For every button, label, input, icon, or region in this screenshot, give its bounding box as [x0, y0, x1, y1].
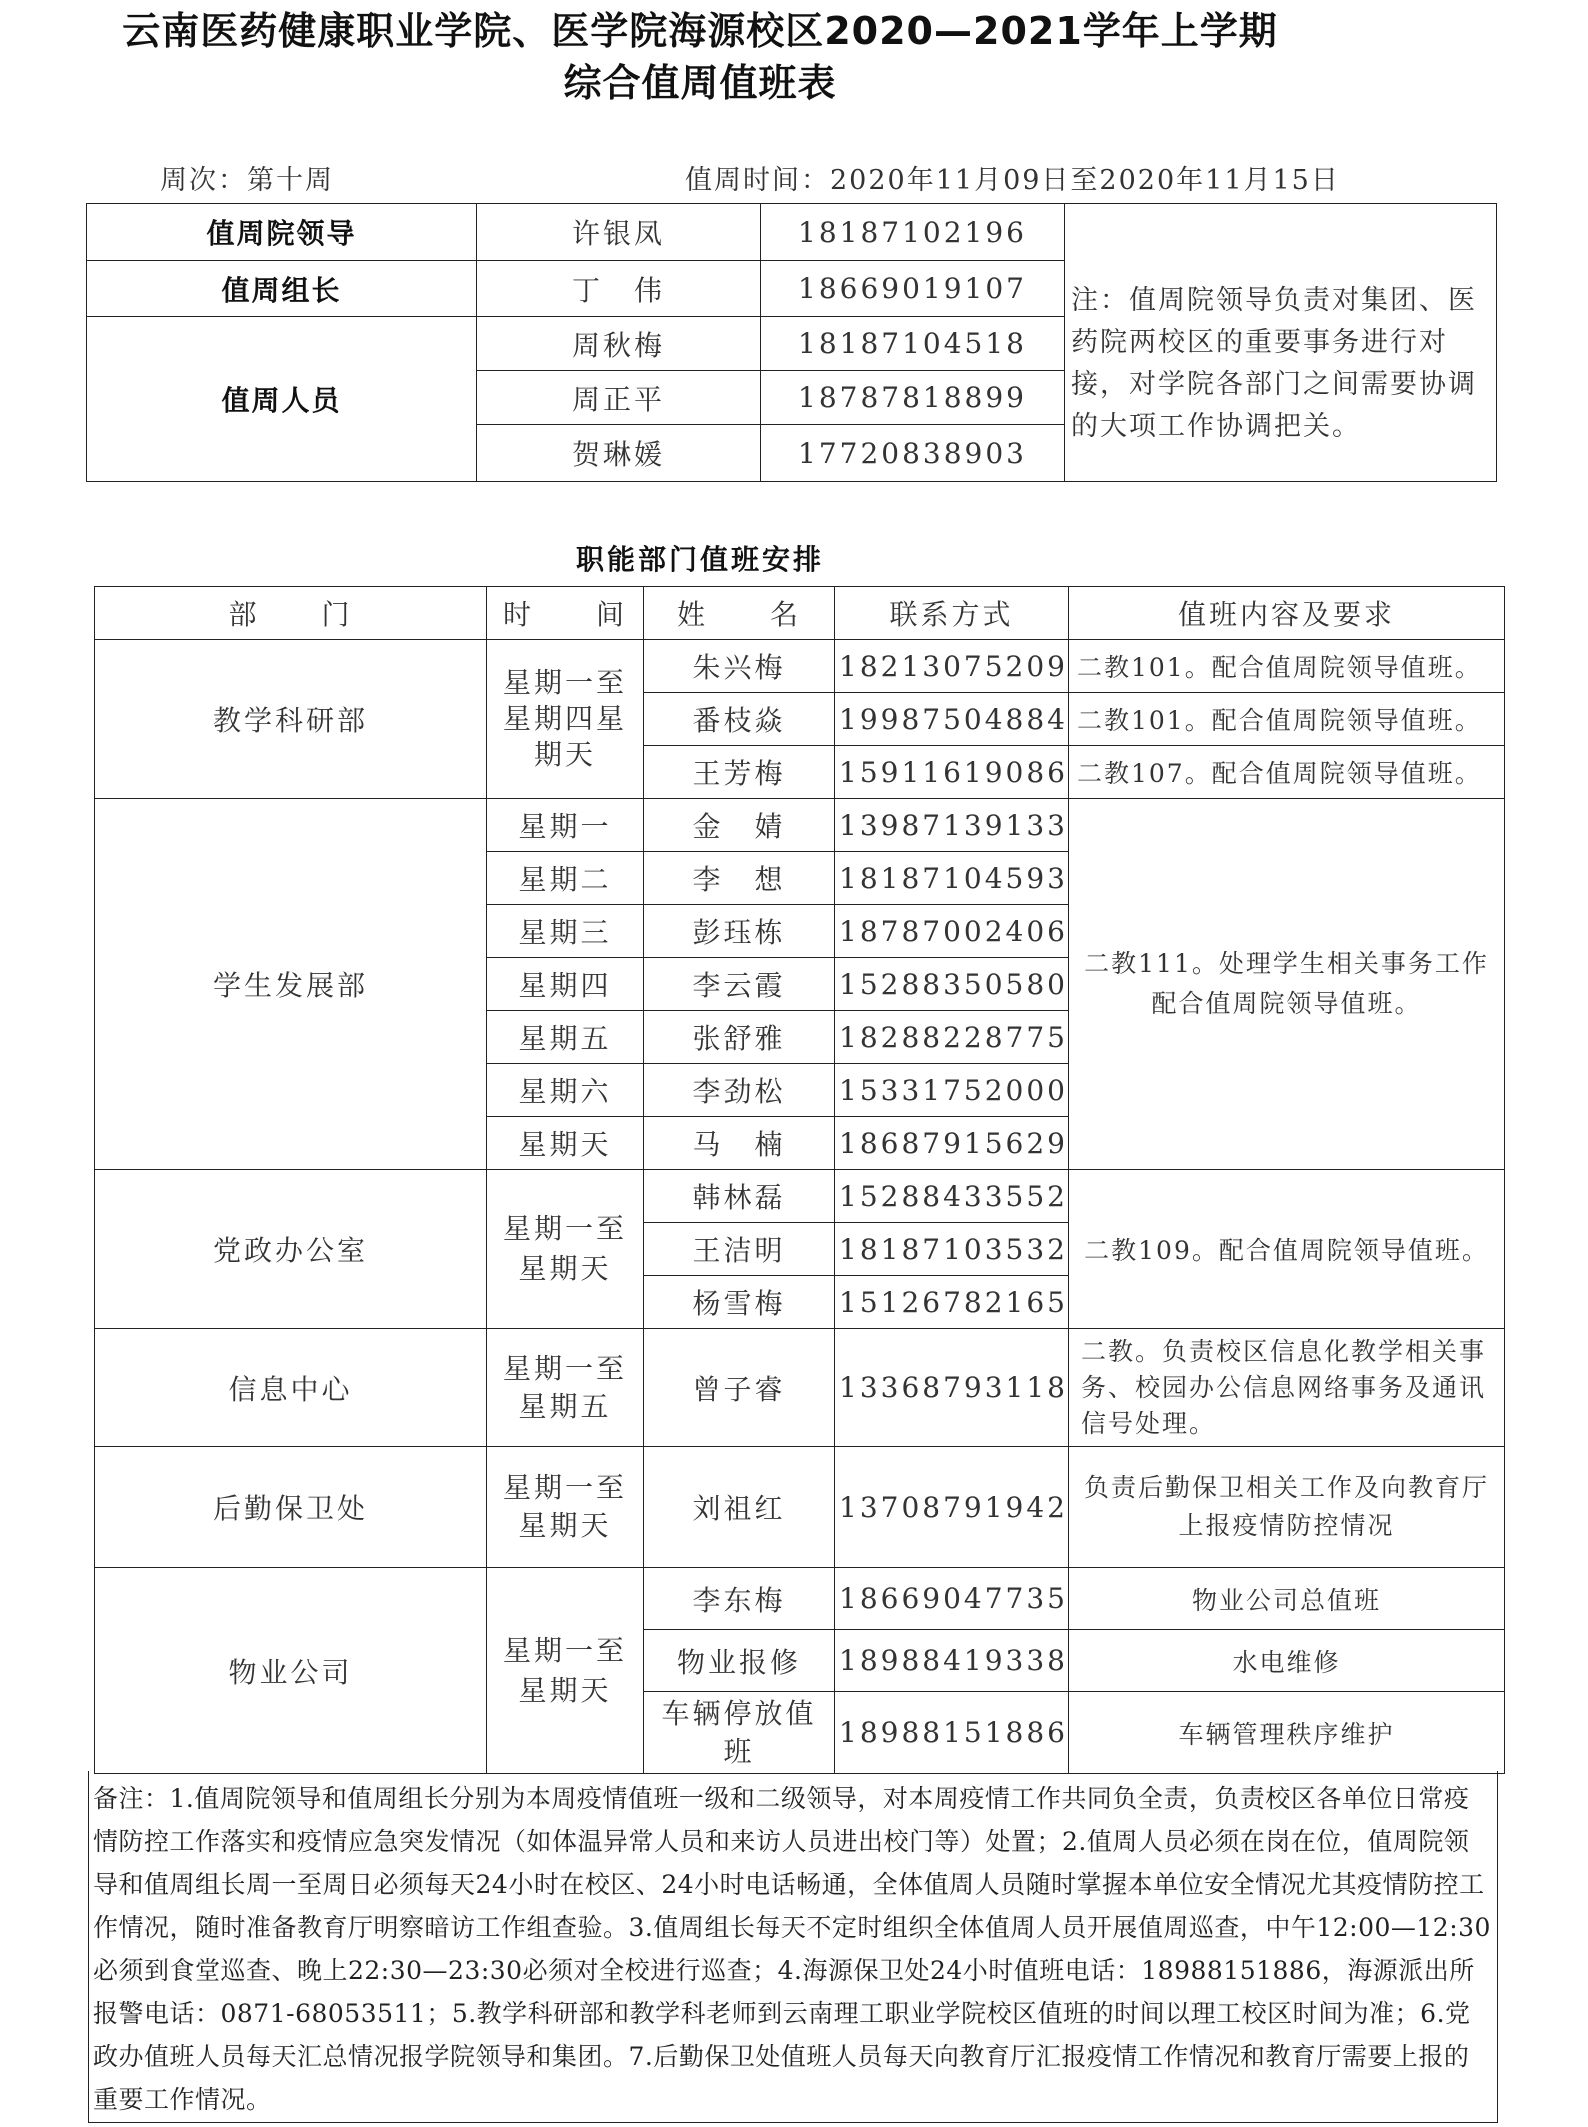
dept-teaching: 教学科研部 — [95, 640, 487, 799]
person-phone: 13708791942 — [835, 1447, 1069, 1568]
week-label: 周次：第十周 — [160, 165, 334, 196]
time-cell: 星期一至星期天 — [487, 1170, 644, 1329]
duty-requirement: 二教。负责校区信息化教学相关事务、校园办公信息网络事务及通讯信号处理。 — [1069, 1329, 1505, 1447]
duty-requirement: 二教109。配合值周院领导值班。 — [1069, 1170, 1505, 1329]
group-leader-label: 值周组长 — [87, 261, 477, 317]
dept-logistics-security: 后勤保卫处 — [95, 1447, 487, 1568]
time-cell: 星期六 — [487, 1064, 644, 1117]
person-phone: 15331752000 — [835, 1064, 1069, 1117]
person-phone: 18787002406 — [835, 905, 1069, 958]
person-phone: 15288350580 — [835, 958, 1069, 1011]
person-phone: 18187104593 — [835, 852, 1069, 905]
time-cell: 星期三 — [487, 905, 644, 958]
staff-phone: 17720838903 — [761, 425, 1065, 482]
person-name: 刘祖红 — [644, 1447, 835, 1568]
header-contact: 联系方式 — [835, 587, 1069, 640]
person-name: 张舒雅 — [644, 1011, 835, 1064]
person-name: 王洁明 — [644, 1223, 835, 1276]
person-phone: 18988419338 — [835, 1630, 1069, 1692]
time-cell: 星期一至星期天 — [487, 1568, 644, 1774]
person-phone: 18669047735 — [835, 1568, 1069, 1630]
time-cell: 星期一至星期四星期天 — [487, 640, 644, 799]
person-name: 韩林磊 — [644, 1170, 835, 1223]
leader-label: 值周院领导 — [87, 204, 477, 261]
person-name: 金 婧 — [644, 799, 835, 852]
person-phone: 19987504884 — [835, 693, 1069, 746]
person-name: 王芳梅 — [644, 746, 835, 799]
staff-phone: 18187104518 — [761, 317, 1065, 371]
staff-name: 贺琳媛 — [477, 425, 761, 482]
person-phone: 18687915629 — [835, 1117, 1069, 1170]
time-cell: 星期一至星期五 — [487, 1329, 644, 1447]
time-cell: 星期四 — [487, 958, 644, 1011]
remarks-box: 备注：1.值周院领导和值周组长分别为本周疫情值班一级和二级领导，对本周疫情工作共同负全责，负责校区各单位日常疫情防控工作落实和疫情应急突发情况（如体温异常人员和来访人员进出校门等）处置；2.值周人员必须在岗在位，值周院领导和值周组长周一至周日必须每天24小时在校区、24小时电话畅通，全体值周人员随时掌握本单位安全情况尤其疫情防控工作情况，随时准备教育厅明察暗访工作组查验。3.值周组长每天不定时组织全体值周人员开展值周巡查，中午12:00—12:30必须到食堂巡查、晚上22:30—23:30必须对全校进行巡查；4.海源保卫处24小时值班电话：18988151886，海源派出所报警电话：0871-68053511；5.教学科研部和教学科老师到云南理工职业学院校区值班的时间以理工校区时间为准；6.党政办值班人员每天汇总情况报学院领导和集团。7.后勤保卫处值班人员每天向教育厅汇报疫情工作情况和教育厅需要上报的重要工作情况。 — [88, 1771, 1498, 2123]
person-phone: 15288433552 — [835, 1170, 1069, 1223]
staff-phone: 18787818899 — [761, 371, 1065, 425]
time-cell: 星期二 — [487, 852, 644, 905]
duty-requirement: 二教107。配合值周院领导值班。 — [1069, 746, 1505, 799]
section-subtitle: 职能部门值班安排 — [575, 543, 824, 576]
person-name: 李劲松 — [644, 1064, 835, 1117]
person-name: 彭珏栋 — [644, 905, 835, 958]
duty-requirement: 二教101。配合值周院领导值班。 — [1069, 693, 1505, 746]
time-cell: 星期五 — [487, 1011, 644, 1064]
dept-property-company: 物业公司 — [95, 1568, 487, 1774]
person-name: 杨雪梅 — [644, 1276, 835, 1329]
staff-label: 值周人员 — [87, 317, 477, 482]
header-requirements: 值班内容及要求 — [1069, 587, 1505, 640]
person-phone: 15911619086 — [835, 746, 1069, 799]
person-name: 马 楠 — [644, 1117, 835, 1170]
person-phone: 15126782165 — [835, 1276, 1069, 1329]
department-duty-table — [94, 586, 1505, 1774]
person-name: 李东梅 — [644, 1568, 835, 1630]
leader-name: 许银凤 — [477, 204, 761, 261]
duty-note: 注：值周院领导负责对集团、医药院两校区的重要事务进行对接，对学院各部门之间需要协调的大项工作协调把关。 — [1065, 204, 1497, 482]
duty-requirement: 二教101。配合值周院领导值班。 — [1069, 640, 1505, 693]
leader-phone: 18187102196 — [761, 204, 1065, 261]
doc-title-line2: 综合值周值班表 — [563, 61, 837, 105]
header-time: 时 间 — [487, 587, 644, 640]
person-name: 曾子睿 — [644, 1329, 835, 1447]
group-leader-phone: 18669019107 — [761, 261, 1065, 317]
header-dept: 部 门 — [95, 587, 487, 640]
person-phone: 13368793118 — [835, 1329, 1069, 1447]
person-phone: 18288228775 — [835, 1011, 1069, 1064]
dept-party-office: 党政办公室 — [95, 1170, 487, 1329]
person-name: 李 想 — [644, 852, 835, 905]
staff-name: 周秋梅 — [477, 317, 761, 371]
duty-requirement: 车辆管理秩序维护 — [1069, 1692, 1505, 1774]
person-phone: 13987139133 — [835, 799, 1069, 852]
group-leader-name: 丁 伟 — [477, 261, 761, 317]
time-cell: 星期一 — [487, 799, 644, 852]
duty-requirement: 水电维修 — [1069, 1630, 1505, 1692]
period-label: 值周时间：2020年11月09日至2020年11月15日 — [685, 165, 1340, 196]
person-phone: 18187103532 — [835, 1223, 1069, 1276]
dept-info-center: 信息中心 — [95, 1329, 487, 1447]
time-cell: 星期一至星期天 — [487, 1447, 644, 1568]
person-name: 番枝焱 — [644, 693, 835, 746]
doc-title-line1: 云南医药健康职业学院、医学院海源校区2020—2021学年上学期 — [122, 9, 1278, 53]
duty-leader-table — [86, 203, 1497, 482]
person-name: 李云霞 — [644, 958, 835, 1011]
person-phone: 18213075209 — [835, 640, 1069, 693]
staff-name: 周正平 — [477, 371, 761, 425]
time-cell: 星期天 — [487, 1117, 644, 1170]
duty-requirement: 二教111。处理学生相关事务工作配合值周院领导值班。 — [1069, 799, 1505, 1170]
duty-requirement: 负责后勤保卫相关工作及向教育厅上报疫情防控情况 — [1069, 1447, 1505, 1568]
duty-requirement: 物业公司总值班 — [1069, 1568, 1505, 1630]
person-name: 车辆停放值班 — [644, 1692, 835, 1774]
person-phone: 18988151886 — [835, 1692, 1069, 1774]
header-name: 姓 名 — [644, 587, 835, 640]
person-name: 物业报修 — [644, 1630, 835, 1692]
person-name: 朱兴梅 — [644, 640, 835, 693]
dept-student-dev: 学生发展部 — [95, 799, 487, 1170]
